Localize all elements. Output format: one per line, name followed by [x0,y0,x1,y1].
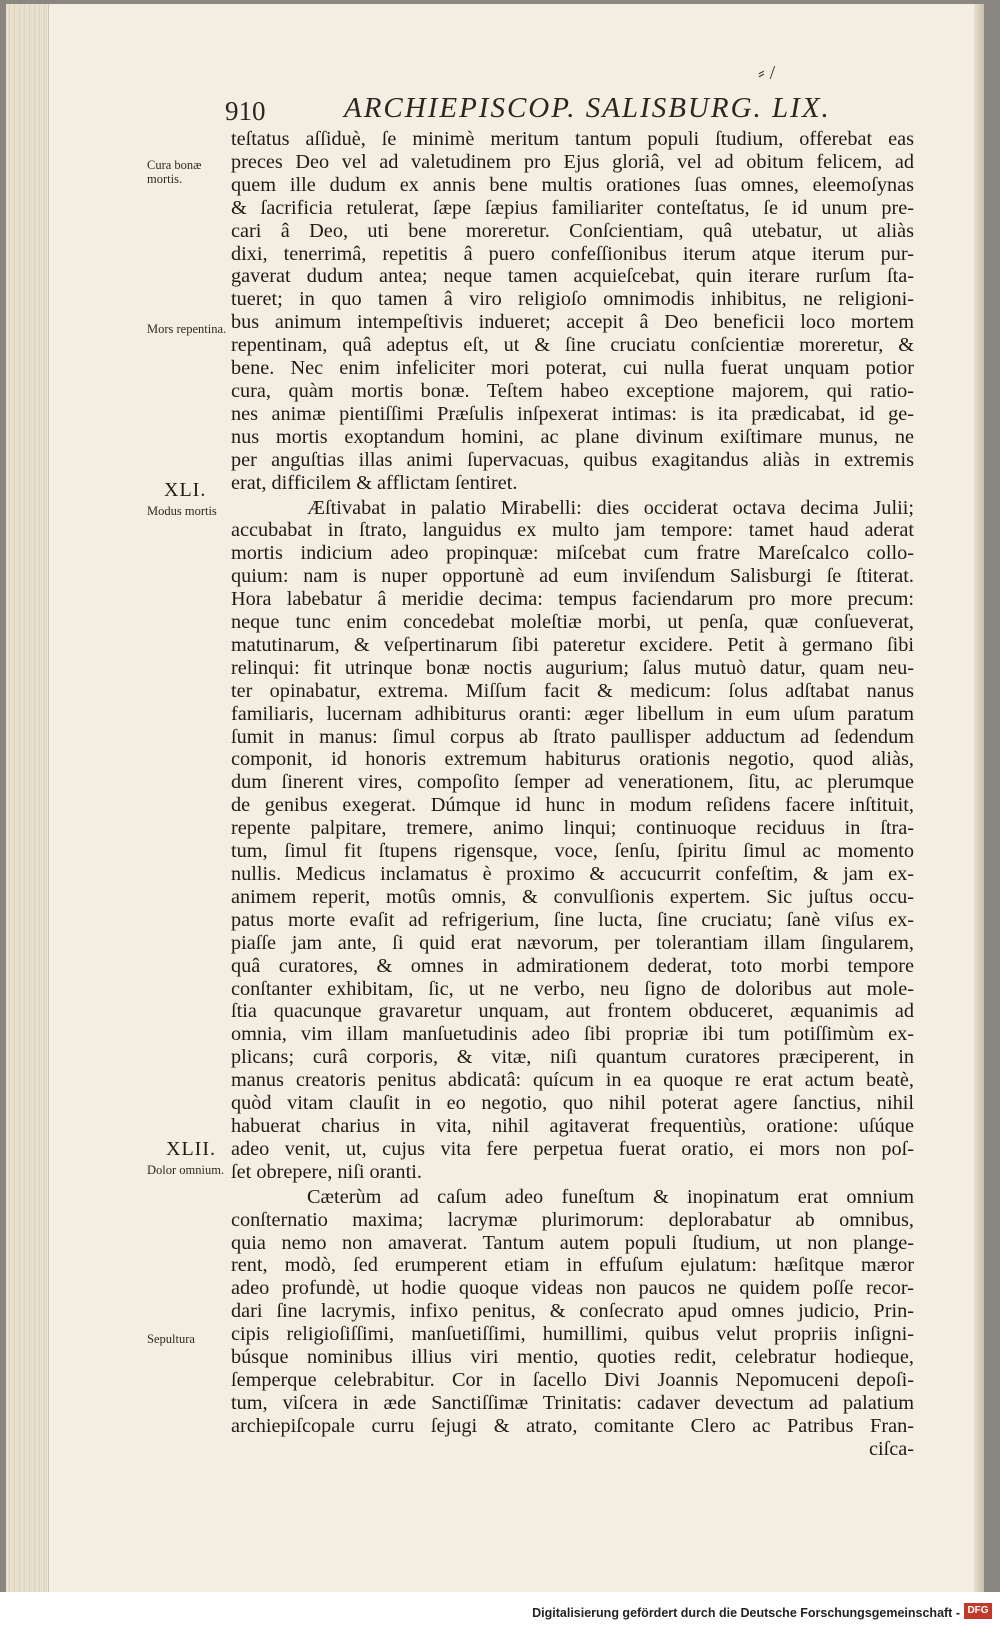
text-line: quem ille dudum ex annis bene multis orationes ſuas omnes, eleemoſynas [231,173,914,196]
text-line: archiepiſcopale curru ſejugi & atrato, comitante Clero ac Patribus Fran- [231,1414,914,1437]
margin-note-dolor-omnium: Dolor omnium. [147,1163,225,1177]
text-line: mortis indicium adeo propinquæ: miſcebat cum fratre Mareſcalco collo- [231,542,914,565]
text-line: per anguſtias illas animi ſupervacuas, quibus exagitandus aliàs in extremis [231,448,914,471]
text-line: & ſacrificia retulerat, ſæpe ſæpius familiariter conteſtatus, ſe id unum pre- [231,196,914,219]
text-line: relinqui: fit utrinque bonæ noctis augurium; ſalus mutuò datur, quam neu- [231,656,914,679]
text-line: quòd vitam clauſit in eo negotio, quo nihil poterat agere ſanctius, nihil [231,1092,914,1115]
text-line: quia nemo non amaverat. Tantum autem populi ſtudium, ut non plange- [231,1231,914,1254]
text-line: erat, difficilem & afflictam ſentiret. [231,471,518,494]
text-line: teſtatus aſſiduè, ſe minimè meritum tantum populi ſtudium, offerebat eas [231,128,914,150]
text-line: componit, id honoris extremum habiturus orationis negotio, quod aliàs, [231,748,914,771]
text-line: cipis religioſiſſimi, manſuetiſſimi, humillimi, quibus velut propriis inſigni- [231,1323,914,1346]
text-line: accubabat in ſtrato, languidus ex multo jam tempore: tamet haud aderat [231,519,914,542]
text-line: repentinam, quâ adeptus eſt, ut & ſine cruciatu conſcientiæ moreretur, & [231,334,914,357]
text-line: omnia, vim illam manſuetudinis adeo ſibi propriæ ibi tum potiſſimùm ex- [231,1023,914,1046]
text-line: ſumit in manus: ſimul corpus ab ſtrato paullisper adductum ad ſedendum [231,725,914,748]
dfg-logo: DFG [964,1603,992,1619]
text-line: piaſſe jam ante, ſi quid erat nævorum, per tolerantiam illam ſingularem, [231,931,914,954]
page-gutter-shadow [974,4,984,1592]
text-line: familiaris, lucernam adhibiturus oranti: æger libellum in eum uſum paratum [231,702,914,725]
text-line: adeo venit, ut, cujus vita fere perpetua fuerat oratio, ei mors non poſ- [231,1137,914,1160]
ink-mark: ⸗ / [758,62,776,84]
text-line: bus animum intempeſtivis indueret; accepit â Deo beneficii loco mortem [231,311,914,334]
text-line: nus mortis exoptandum homini, ac plane divinum exiſtimare munus, ne [231,425,914,448]
text-line: bene. Nec enim infeliciter mori poterat, cui nulla fuerat unquam potior [231,357,914,380]
text-line: tum, viſcera in æde Sanctiſſimæ Trinitatis: cadaver devectum ad palatium [231,1391,914,1414]
section-number-xli: XLI. [164,479,207,501]
book-page [6,4,984,1592]
text-line: habuerat charius in vita, nihil agitaverat frequentiùs, oratione: uſúque [231,1114,914,1137]
text-line: búsque nominibus illius viri mentio, quoties redit, celebratur hodieque, [231,1346,914,1369]
text-line: ſtia quacunque gravaretur unquam, aut frontem obduceret, æquanimis ad [231,1000,914,1023]
text-line: patus morte evaſit ad refrigerium, ſine lucta, ſine cruciatu; ſanè viſus ex- [231,908,914,931]
margin-note-cura-bonae-mortis: Cura bonæ mortis. [147,158,202,186]
text-line: quium: nam is nuper opportunè ad eum inviſendum Salisburgi ſe ſtiterat. [231,565,914,588]
text-line: cura, quàm mortis bonæ. Teſtem habeo exceptione majorem, qui ratio- [231,379,914,402]
text-line: Cæterùm ad caſum adeo funeſtum & inopinatum erat omnium [307,1185,914,1208]
text-line: cari â Deo, uti bene moreretur. Conſcientiam, quâ utebatur, ut aliàs [231,219,914,242]
text-line: gaverat dudum antea; neque tamen acquieſcebat, quin iterare rurſum ſta- [231,265,914,288]
text-line: plicans; curâ corporis, & vitæ, niſi quantum curatores præciperent, in [231,1046,914,1069]
text-line: nes animæ pientiſſimi Præſulis inſpexerat intimas: is ita prædicabat, id ge- [231,402,914,425]
text-line: conſternatio maxima; lacrymæ plurimorum: deplorabatur ab omnibus, [231,1208,914,1231]
text-line: ſemperque celebrabitur. Cor in ſacello Divi Joannis Nepomuceni depoſi- [231,1368,914,1391]
text-line: adeo profundè, ut hodie quoque videas non paucos ne quidem poſſe recor- [231,1277,914,1300]
text-line: conſtanter exhibitam, ſic, ut ne verbo, neu ſigno de doloribus aut mole- [231,977,914,1000]
text-line: quâ curatores, & omnes in admirationem dederat, toto morbi tempore [231,954,914,977]
text-line: animem reperit, motûs omnis, & convulſionis expertem. Sic juſtus occu- [231,885,914,908]
section-number-xlii: XLII. [166,1138,216,1160]
text-line: preces Deo vel ad valetudinem pro Ejus gloriâ, vel ad obitum felicem, ad [231,150,914,173]
margin-note-sepultura: Sepultura [147,1332,195,1346]
text-line: Hora labebatur â meridie decima: tempus faciendarum pro more precum: [231,588,914,611]
margin-note-modus-mortis: Modus mortis [147,504,217,518]
margin-note-mors-repentina: Mors repentina. [147,322,227,336]
text-line: rent, modò, ſed erumperent etiam in effuſum ejulatum: hæſitque mæror [231,1254,914,1277]
text-line: dari ſine lacrymis, infixo penitus, & conſecrato apud omnes judicio, Prin- [231,1300,914,1323]
text-line: ter opinabatur, extrema. Miſſum facit & medicum: ſolus adſtabat nanus [231,679,914,702]
text-line: neque tunc enim concedebat moleſtiæ morbi, ut penſa, quæ conſueverat, [231,611,914,634]
page-number: 910 [225,96,266,126]
text-line: tueret; in quo tamen â viro religioſo omnimodis inhibitus, ne religioni- [231,288,914,311]
text-line: dixi, tenerrimâ, repetitis â puero confeſſionibus iterum atque iterum pur- [231,242,914,265]
main-text-block [231,128,914,1461]
funding-credit: Digitalisierung gefördert durch die Deutsche Forschungsgemeinschaft - [532,1606,960,1620]
page-fore-edge [6,4,49,1592]
text-line: manus creatoris penitus abdicatâ: quícum in ea quoque re erat actum beatè, [231,1069,914,1092]
catchword: ciſca- [868,1437,914,1460]
text-line: repente palpitare, tremere, animo linqui; continuoque reciduus in ſtra- [231,817,914,840]
text-line: Æſtivabat in palatio Mirabelli: dies occiderat octava decima Julii; [307,496,914,519]
text-line: de genibus exegerat. Dúmque id hunc in modum reſidens facere inſtituit, [231,794,914,817]
text-line: matutinarum, & veſpertinarum ſibi pateretur excidere. Petit à germano ſibi [231,633,914,656]
text-line: nullis. Medicus inclamatus è proximo & accucurrit confeſtim, & jam ex- [231,863,914,885]
text-line: tum, ſimul fit ſtupens rigensque, voce, ſenſu, ſpiritu ſimul ac momento [231,840,914,863]
running-head: ARCHIEPISCOP. SALISBURG. LIX. [344,92,831,124]
text-line: dum ſinerent vires, compoſito ſemper ad venerationem, ſitu, ac plerumque [231,771,914,794]
text-line: ſet obrepere, niſi oranti. [231,1160,422,1183]
